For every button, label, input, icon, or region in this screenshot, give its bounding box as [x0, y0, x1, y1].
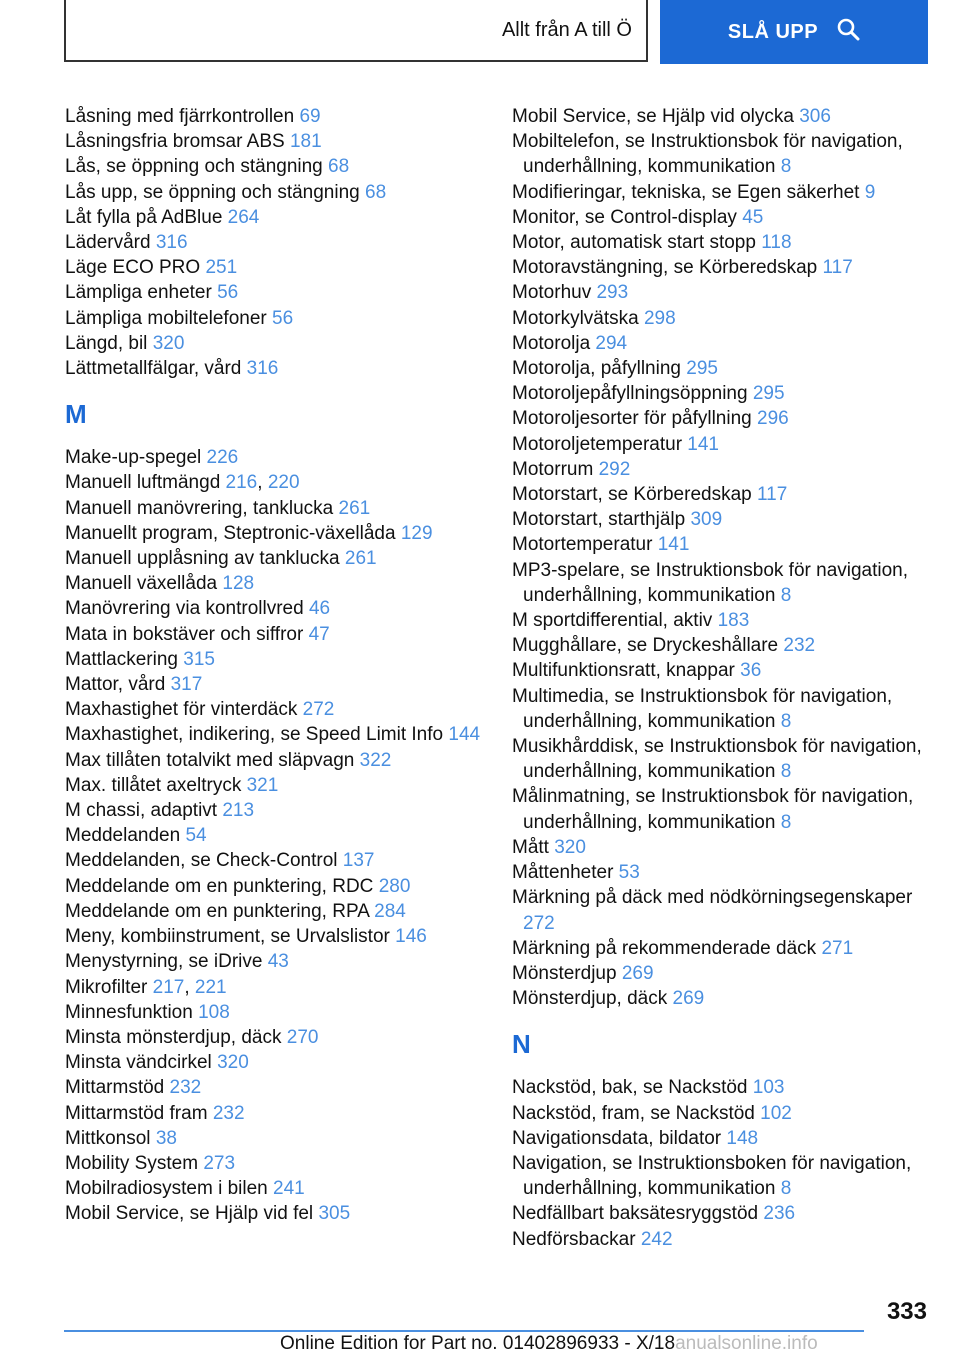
page-link[interactable]: 129 [400, 522, 433, 544]
index-entry-text: Maxhastighet för vinterdäck [65, 699, 303, 721]
index-entry [512, 885, 932, 935]
page-link[interactable]: 128 [222, 573, 255, 595]
page-link[interactable]: 298 [643, 307, 676, 329]
index-entry [65, 496, 485, 521]
index-entry [65, 306, 485, 331]
page-link[interactable]: 309 [690, 509, 723, 531]
index-entry [65, 1126, 485, 1151]
index-entry [65, 924, 485, 949]
page-link[interactable]: 272 [302, 699, 335, 721]
index-entry [512, 255, 932, 280]
page-link[interactable]: 213 [222, 800, 255, 822]
index-entry-text: Mittkonsol [65, 1127, 156, 1149]
index-entry [512, 432, 932, 457]
page-link[interactable]: 8 [780, 156, 792, 178]
index-entry-text: Mönsterdjup [512, 962, 622, 984]
page-link[interactable]: 46 [308, 598, 331, 620]
index-entry [65, 697, 485, 722]
index-entry-text: Mobilradiosystem i bilen [65, 1178, 274, 1200]
index-entry-text: Manuellt program, Steptronic-växellåda [65, 522, 401, 544]
index-entry [512, 306, 932, 331]
index-entry [65, 773, 485, 798]
index-entry [512, 961, 932, 986]
index-entry [65, 672, 485, 697]
index-entry [65, 356, 485, 381]
index-entry [65, 154, 485, 179]
index-entry-text: Motortemperatur [512, 534, 658, 556]
page-link[interactable]: 296 [757, 408, 789, 430]
index-entry [65, 722, 485, 747]
page-link[interactable]: 68 [328, 156, 350, 178]
index-entry-text: Lättmetallfälgar, vård [65, 358, 247, 380]
page-link[interactable]: 183 [717, 610, 750, 632]
index-entry [512, 1075, 932, 1100]
index-entry [512, 1126, 932, 1151]
index-entry-text: Nackstöd, fram, se Nackstöd [512, 1102, 761, 1124]
index-entry-text: Mattor, vård [65, 674, 171, 696]
index-entry [512, 104, 932, 129]
tab-index-a-to-o[interactable] [64, 0, 648, 62]
page-link[interactable]: 217 [152, 976, 185, 998]
index-entry-text: Meddelande om en punktering, RDC [65, 875, 379, 897]
page-link[interactable]: 293 [596, 282, 629, 304]
index-entry [512, 684, 932, 734]
index-entry [512, 1201, 932, 1226]
footer-watermark: anualsonline.info [675, 1333, 818, 1354]
index-entry [65, 280, 485, 305]
index-entry-text: Lämpliga mobiltelefoner [65, 307, 273, 329]
page-link[interactable]: 226 [206, 447, 239, 469]
index-entry [512, 558, 932, 608]
index-entry-text: Navigationsdata, bildator [512, 1127, 727, 1149]
page-link[interactable]: 316 [246, 358, 279, 380]
index-entry [65, 255, 485, 280]
index-entry-text: Nackstöd, bak, se Nackstöd [512, 1077, 753, 1099]
index-entry [512, 356, 932, 381]
index-entry-text: Manövrering via kontrollvred [65, 598, 309, 620]
page-link[interactable]: 273 [203, 1152, 236, 1174]
index-entry-text: M chassi, adaptivt [65, 800, 223, 822]
page-link[interactable]: 261 [344, 548, 377, 570]
page-link[interactable]: 8 [780, 584, 792, 606]
index-entry [512, 784, 932, 834]
index-entry-text: Manuell manövrering, tanklucka [65, 497, 339, 519]
index-entry-text: Motorolja [512, 332, 596, 354]
page-link[interactable]: 108 [198, 1001, 230, 1023]
index-entry-text: Minsta vändcirkel [65, 1052, 218, 1074]
index-column-left [65, 104, 485, 1227]
index-entry-text: Mata in bokstäver och siffror [65, 623, 309, 645]
page-link[interactable]: 320 [554, 836, 586, 858]
page-link[interactable]: 9 [864, 181, 876, 203]
index-entry-text: Mobiltelefon, se Instruktionsbok för navigation, underhållning, kommunikation [512, 131, 903, 178]
index-entry-text: Minnesfunktion [65, 1001, 199, 1023]
page-link[interactable]: 43 [267, 951, 289, 973]
page-link[interactable]: 305 [318, 1203, 351, 1225]
footer-edition-text: Online Edition for Part no. 01402896933 - X/18 [280, 1333, 676, 1354]
index-entry [65, 521, 485, 546]
index-entry-text: Låsning med fjärrkontrollen [65, 106, 300, 127]
index-entry [65, 104, 485, 129]
index-entry [512, 986, 932, 1011]
tab-lookup-label: SLÅ UPP [727, 20, 819, 43]
page-link[interactable]: 315 [183, 648, 215, 670]
index-entry-text: Motor, automatisk start stopp [512, 232, 762, 254]
index-entry [65, 1176, 485, 1201]
index-entry-text: Motorhuv [512, 282, 597, 304]
index-entry [65, 874, 485, 899]
index-entry-text: Manuell upplåsning av tanklucka [65, 548, 345, 570]
index-entry [512, 381, 932, 406]
page-link[interactable]: 118 [761, 232, 792, 254]
index-entry-text: Motorolja, påfyllning [512, 358, 687, 380]
index-entry-text: Mittarmstöd fram [65, 1102, 213, 1124]
index-entry-text: Modifieringar, tekniska, se Egen säkerhet [512, 181, 865, 203]
index-entry [65, 1101, 485, 1126]
page-link[interactable]: 251 [205, 257, 238, 279]
index-entry [65, 571, 485, 596]
index-entry [512, 734, 932, 784]
index-entry-text: Märkning på däck med nödkörningsegenskaper [512, 887, 913, 909]
page-link[interactable]: 36 [740, 660, 762, 682]
index-entry-text: Meddelande om en punktering, RPA [65, 900, 375, 922]
index-entry [65, 205, 485, 230]
page-link[interactable]: 141 [657, 534, 690, 556]
page-link[interactable]: 117 [822, 257, 853, 279]
index-entry-text: Lädervård [65, 232, 156, 254]
index-entry-text: Motoroljepåfyllningsöppning [512, 383, 753, 405]
page-link[interactable]: 47 [308, 623, 330, 645]
page-link[interactable]: 232 [169, 1077, 202, 1099]
index-entry [512, 532, 932, 557]
index-entry [512, 1101, 932, 1126]
page-link[interactable]: 272 [523, 912, 555, 934]
index-section-letter: N [512, 1029, 531, 1060]
page-link[interactable]: 270 [286, 1026, 319, 1048]
page-link[interactable]: 294 [595, 332, 628, 354]
index-entry-text: Menystyrning, se iDrive [65, 951, 268, 973]
page-link[interactable]: 269 [621, 962, 654, 984]
index-entry [65, 546, 485, 571]
index-entry-text: Monitor, se Control-display [512, 206, 743, 228]
page-link[interactable]: 242 [640, 1228, 673, 1250]
page-link[interactable]: 103 [752, 1077, 785, 1099]
index-entry-text: Navigation, se Instruktionsboken för navigation, underhållning, kommunikation [512, 1152, 912, 1200]
index-entry [512, 205, 932, 230]
index-entry-text: Motoroljesorter för påfyllning [512, 408, 757, 430]
index-section-letter: M [65, 399, 87, 430]
tab-index-label: Allt från A till Ö [501, 18, 632, 41]
page-link[interactable]: 241 [273, 1178, 305, 1200]
page-link[interactable]: 261 [338, 497, 371, 519]
index-entry [512, 129, 932, 179]
index-entry [65, 798, 485, 823]
page-link[interactable]: 181 [289, 131, 322, 153]
index-entry-text: Motorkylvätska [512, 307, 644, 329]
index-entry [512, 1227, 932, 1252]
footer-divider [64, 1330, 864, 1332]
index-entry-text: Max tillåten totalvikt med släpvagn [65, 749, 360, 771]
index-entry-text: Läge ECO PRO [65, 257, 206, 279]
index-entry-text: Motoroljetemperatur [512, 433, 688, 455]
index-entry [65, 1151, 485, 1176]
footer [280, 1333, 818, 1355]
index-entry-text: Motoravstängning, se Körberedskap [512, 257, 823, 279]
page-link[interactable]: 137 [342, 850, 375, 872]
page-link[interactable]: 141 [687, 433, 719, 455]
index-entry [512, 608, 932, 633]
index-entry [65, 1025, 485, 1050]
index-entry [512, 331, 932, 356]
index-entry-text: Nedfällbart baksätesryggstöd [512, 1203, 764, 1225]
index-entry-text: Målinmatning, se Instruktionsbok för navigation, underhållning, kommunikation [512, 786, 914, 833]
index-entry [512, 658, 932, 683]
page-link[interactable]: 8 [780, 710, 792, 732]
index-entry [512, 406, 932, 431]
index-entry [512, 936, 932, 961]
page-link[interactable]: 232 [783, 635, 816, 657]
search-icon [836, 17, 860, 47]
index-entry [65, 180, 485, 205]
index-entry-text: Manuell växellåda [65, 573, 223, 595]
page-link[interactable]: 236 [763, 1203, 796, 1225]
page-link[interactable]: 8 [780, 1178, 792, 1200]
index-entry [512, 1151, 932, 1201]
page-link[interactable]: 316 [155, 232, 188, 254]
index-entry [65, 596, 485, 621]
page-link[interactable]: 269 [672, 988, 705, 1010]
index-entry [65, 899, 485, 924]
index-entry-text: Lämpliga enheter [65, 282, 218, 304]
page-link[interactable]: 117 [757, 484, 788, 506]
index-entry-text: Mugghållare, se Dryckeshållare [512, 635, 784, 657]
page-link[interactable]: 317 [170, 674, 203, 696]
page-link[interactable]: 322 [359, 749, 392, 771]
index-entry [65, 848, 485, 873]
index-entry-text: Minsta mönsterdjup, däck [65, 1026, 287, 1048]
tab-lookup[interactable] [660, 0, 928, 64]
index-entry-text: Motorrum [512, 458, 599, 480]
index-entry [512, 633, 932, 658]
index-entry-text: Mobil Service, se Hjälp vid olycka [512, 106, 800, 127]
index-entry-text: Lås upp, se öppning och stängning [65, 181, 366, 203]
index-entry-text: Make-up-spegel [65, 447, 207, 469]
page-link[interactable]: 306 [799, 106, 831, 127]
index-entry [512, 230, 932, 255]
index-column-right [512, 104, 932, 1252]
index-entry-text: Låt fylla på AdBlue [65, 206, 228, 228]
index-entry [65, 1075, 485, 1100]
index-entry-text: Musikhårddisk, se Instruktionsbok för navigation, underhållning, kommunikation [512, 736, 922, 783]
page-link[interactable]: 54 [185, 825, 207, 847]
page-link[interactable]: 216 [225, 472, 258, 494]
page-link[interactable]: 271 [821, 937, 854, 959]
index-entry-text: Mobility System [65, 1152, 204, 1174]
index-entry-text: Mikrofilter [65, 976, 153, 998]
page-link[interactable]: 221 [194, 976, 227, 998]
index-entry-text: Mobil Service, se Hjälp vid fel [65, 1203, 319, 1225]
index-entry-text: M sportdifferential, aktiv [512, 610, 718, 632]
page-link[interactable]: 8 [780, 761, 792, 783]
page-link[interactable]: 45 [742, 206, 764, 228]
page-link[interactable]: 284 [374, 900, 406, 922]
page-link[interactable]: 102 [760, 1102, 792, 1124]
page-link[interactable]: 146 [395, 926, 427, 948]
page-link[interactable]: 38 [155, 1127, 177, 1149]
index-entry-text: Multimedia, se Instruktionsbok för navigation, underhållning, kommunikation [512, 685, 893, 732]
index-entry-text: Meddelanden [65, 825, 186, 847]
index-entry: Manuell luftmängd 216, 220 [65, 472, 300, 494]
index-entry: Mikrofilter 217, 221 [65, 976, 227, 998]
index-entry [65, 331, 485, 356]
index-entry-text: Mönsterdjup, däck [512, 988, 673, 1010]
page-link[interactable]: 220 [267, 472, 300, 494]
page-link[interactable]: 53 [618, 862, 640, 884]
index-entry [512, 180, 932, 205]
page-link[interactable]: 292 [598, 458, 631, 480]
index-entry-text: Längd, bil [65, 332, 153, 354]
index-entry [65, 1050, 485, 1075]
index-entry [512, 835, 932, 860]
page-link[interactable]: 148 [726, 1127, 759, 1149]
index-entry-text: Motorstart, starthjälp [512, 509, 691, 531]
index-entry-text: Nedförsbackar [512, 1228, 641, 1250]
index-entry-text: Mittarmstöd [65, 1077, 170, 1099]
index-entry-text: Meddelanden, se Check-Control [65, 850, 343, 872]
top-navigation [64, 0, 928, 66]
index-entry-text: Meny, kombiinstrument, se Urvalslistor [65, 926, 396, 948]
page-link[interactable]: 68 [365, 181, 387, 203]
index-entry [512, 860, 932, 885]
index-entry [65, 949, 485, 974]
index-entry-text: Manuell luftmängd [65, 472, 226, 494]
page-link[interactable]: 264 [227, 206, 260, 228]
index-entry [65, 1000, 485, 1025]
index-entry-text: Mattlackering [65, 648, 184, 670]
index-entry-text: Maxhastighet, indikering, se Speed Limit Info [65, 724, 449, 746]
index-entry-text: Motorstart, se Körberedskap [512, 484, 757, 506]
page-link[interactable]: 321 [246, 774, 279, 796]
index-entry-text: Märkning på rekommenderade däck [512, 937, 822, 959]
page-link[interactable]: 295 [686, 358, 718, 380]
page-link[interactable]: 56 [272, 307, 294, 329]
index-entry-text: Mått [512, 836, 555, 858]
page-link[interactable]: 320 [152, 332, 185, 354]
index-entry [512, 457, 932, 482]
index-entry-text: Multifunktionsratt, knappar [512, 660, 741, 682]
index-entry [65, 230, 485, 255]
index-entry-text: Måttenheter [512, 862, 619, 884]
index-entry [512, 507, 932, 532]
index-entry-text: Max. tillåtet axeltryck [65, 774, 247, 796]
index-entry [512, 482, 932, 507]
index-entry-text: Lås, se öppning och stängning [65, 156, 329, 178]
page-number: 333 [886, 1298, 927, 1325]
index-entry [65, 622, 485, 647]
index-entry [65, 748, 485, 773]
index-entry [65, 129, 485, 154]
index-entry [512, 280, 932, 305]
index-entry [65, 823, 485, 848]
page-link[interactable]: 56 [217, 282, 239, 304]
index-entry [65, 647, 485, 672]
index-entry-text: Låsningsfria bromsar ABS [65, 131, 290, 153]
page-link[interactable]: 280 [378, 875, 411, 897]
page-link[interactable]: 320 [217, 1052, 249, 1074]
page-link[interactable]: 144 [448, 724, 481, 746]
index-entry-text: MP3-spelare, se Instruktionsbok för navigation, underhållning, kommunikation [512, 559, 909, 606]
page-link[interactable]: 295 [752, 383, 785, 405]
index-entry [65, 1201, 485, 1226]
page-link[interactable]: 232 [212, 1102, 245, 1124]
page-link[interactable]: 8 [780, 811, 792, 833]
index-entry [65, 445, 485, 470]
page-link[interactable]: 69 [299, 106, 321, 127]
